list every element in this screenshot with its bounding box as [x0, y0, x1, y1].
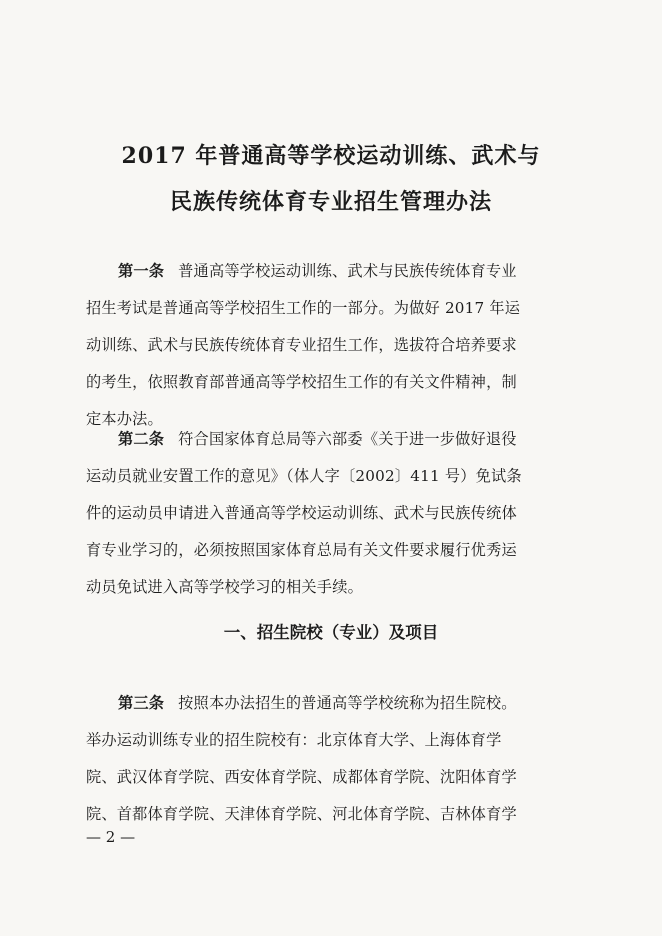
document-title-line-1: 2017 年普通高等学校运动训练、武术与	[121, 143, 541, 169]
article-1-line-1: 普通高等学校运动训练、武术与民族传统体育专业	[178, 262, 517, 280]
article-2-line-1: 符合国家体育总局等六部委《关于进一步做好退役	[178, 430, 517, 448]
article-1-paragraph	[86, 253, 586, 438]
article-2-line-2: 运动员就业安置工作的意见》（体人字〔2002〕411 号）免试条	[86, 467, 522, 485]
page-number: — 2 —	[86, 828, 136, 846]
article-3-line-2: 举办运动训练专业的招生院校有：北京体育大学、上海体育学	[86, 731, 502, 749]
paragraph-line	[86, 253, 586, 290]
section-1-heading: 一、招生院校（专业）及项目	[223, 623, 439, 642]
article-3-paragraph	[86, 685, 586, 833]
article-2-line-3: 件的运动员申请进入普通高等学校运动训练、武术与民族传统体	[86, 504, 517, 522]
document-title-line-2: 民族传统体育专业招生管理办法	[169, 189, 492, 215]
article-3-line-3: 院、武汉体育学院、西安体育学院、成都体育学院、沈阳体育学	[86, 768, 517, 786]
paragraph-line	[86, 421, 586, 458]
article-2-paragraph	[86, 421, 586, 606]
article-3-label: 第三条	[118, 694, 165, 712]
paragraph-line	[86, 685, 586, 722]
article-2-line-4: 育专业学习的，必须按照国家体育总局有关文件要求履行优秀运	[86, 541, 517, 559]
article-1-line-3: 动训练、武术与民族传统体育专业招生工作，选拔符合培养要求	[86, 336, 517, 354]
article-2-label: 第二条	[118, 430, 165, 448]
article-1-line-2: 招生考试是普通高等学校招生工作的一部分。为做好 2017 年运	[86, 299, 521, 317]
article-3-line-4: 院、首都体育学院、天津体育学院、河北体育学院、吉林体育学	[86, 805, 517, 823]
article-1-line-4: 的考生，依照教育部普通高等学校招生工作的有关文件精神，制	[86, 373, 517, 391]
article-1-line-5: 定本办法。	[86, 410, 163, 428]
article-1-label: 第一条	[118, 262, 165, 280]
article-2-line-5: 动员免试进入高等学校学习的相关手续。	[86, 578, 363, 596]
article-3-line-1: 按照本办法招生的普通高等学校统称为招生院校。	[178, 694, 517, 712]
